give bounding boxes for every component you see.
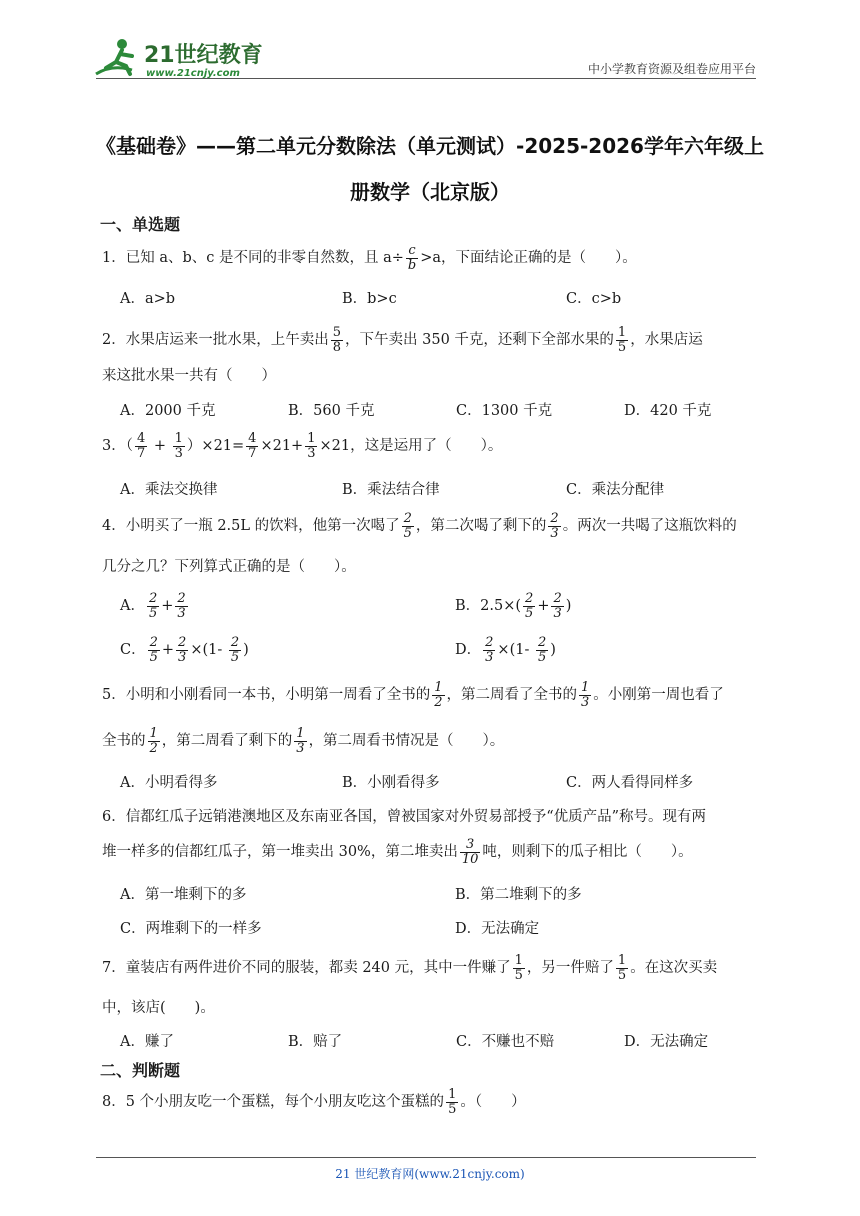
- q4-option-b[interactable]: [455, 592, 571, 620]
- text-segment: ×21，这是运用了（ ）。: [319, 438, 503, 455]
- section-true-false: 二、判断题: [100, 1061, 181, 1080]
- header-rule: [96, 78, 756, 79]
- q5-option-b[interactable]: B．小刚看得多: [342, 775, 440, 791]
- denominator: 3: [485, 649, 494, 665]
- fraction: [548, 512, 560, 540]
- q6-option-c[interactable]: C．两堆剩下的一样多: [120, 921, 262, 937]
- question-4: [102, 512, 737, 540]
- text-segment: ，另一件赔了: [526, 960, 614, 977]
- numerator: 2: [149, 635, 158, 650]
- numerator: 3: [460, 838, 481, 853]
- text-segment: 2．水果店运来一批水果，上午卖出: [102, 332, 329, 349]
- fraction: [406, 244, 418, 272]
- q3-option-b[interactable]: B．乘法结合律: [342, 482, 440, 498]
- fraction: [616, 326, 628, 354]
- q5-option-c[interactable]: C．两人看得同样多: [566, 775, 694, 791]
- denominator: 5: [514, 967, 523, 983]
- text-segment: 。两次一共喝了这瓶饮料的: [562, 518, 737, 535]
- fraction: [147, 592, 159, 620]
- q4-option-d[interactable]: [455, 636, 556, 664]
- numerator: 4: [248, 431, 257, 446]
- denominator: 3: [553, 605, 562, 621]
- denominator: 3: [178, 649, 187, 665]
- fraction: [229, 636, 241, 664]
- numerator: 1: [434, 680, 443, 695]
- q7-option-d[interactable]: D．无法确定: [624, 1034, 709, 1050]
- denominator: b: [407, 257, 417, 273]
- denominator: 5: [149, 649, 158, 665]
- denominator: 7: [136, 445, 146, 461]
- fraction: [294, 727, 306, 755]
- q2-option-b[interactable]: B．560 千克: [288, 403, 375, 419]
- numerator: 5: [332, 325, 342, 340]
- numerator: 1: [174, 431, 183, 446]
- text-segment: 。（ ）: [460, 1094, 526, 1111]
- denominator: 3: [174, 445, 183, 461]
- text-segment: 吨，则剩下的瓜子相比（ ）。: [482, 844, 693, 861]
- numerator: 2: [403, 511, 412, 526]
- fraction: [173, 432, 185, 460]
- numerator: 1: [296, 726, 305, 741]
- q6-option-a[interactable]: A．第一堆剩下的多: [120, 887, 247, 903]
- denominator: 5: [403, 525, 412, 541]
- question-2-line2: 来这批水果一共有（ ）: [102, 368, 276, 384]
- question-5-line2: [102, 727, 504, 755]
- text-segment: ): [550, 642, 556, 659]
- denominator: 3: [177, 605, 186, 621]
- q1-option-b[interactable]: B．b>c: [342, 291, 397, 307]
- numerator: 1: [448, 1087, 457, 1102]
- q3-option-a[interactable]: A．乘法交换律: [120, 482, 218, 498]
- logo-text: 21世纪教育: [144, 43, 262, 68]
- question-7: [102, 954, 717, 982]
- numerator: 2: [178, 635, 187, 650]
- q3-option-c[interactable]: C．乘法分配律: [566, 482, 665, 498]
- footer-text[interactable]: 21 世纪教育网(www.21cnjy.com): [335, 1167, 525, 1181]
- q1-option-a[interactable]: A．a>b: [120, 291, 176, 307]
- text-segment: ×(1-: [190, 642, 227, 659]
- text-segment: ，下午卖出 350 千克，还剩下全部水果的: [345, 332, 614, 349]
- question-2: [102, 326, 703, 354]
- numerator: 2: [177, 591, 186, 606]
- text-segment: 3．（: [102, 438, 133, 455]
- q2-option-c[interactable]: C．1300 千克: [456, 403, 553, 419]
- numerator: 2: [553, 591, 562, 606]
- denominator: 3: [307, 445, 316, 461]
- question-3: [102, 432, 502, 460]
- fraction: [616, 954, 628, 982]
- denominator: 5: [448, 1101, 457, 1117]
- text-segment: 。在这次买卖: [630, 960, 718, 977]
- numerator: 4: [136, 431, 146, 446]
- text-segment: ): [243, 642, 249, 659]
- q5-option-a[interactable]: A．小明看得多: [120, 775, 218, 791]
- text-segment: ): [565, 598, 572, 615]
- numerator: 2: [148, 591, 158, 606]
- text-segment: ，第二次喝了剩下的: [415, 518, 547, 535]
- text-segment: 4．小明买了一瓶 2.5L 的饮料，他第一次喝了: [102, 518, 400, 535]
- text-segment: C．: [120, 642, 146, 659]
- question-6-line2: [102, 838, 693, 866]
- denominator: 5: [537, 649, 547, 665]
- site-logo: [92, 34, 262, 82]
- text-segment: 全书的: [102, 733, 146, 750]
- fraction: [402, 512, 414, 540]
- fraction: [148, 727, 160, 755]
- text-segment: 8．5 个小朋友吃一个蛋糕，每个小朋友吃这个蛋糕的: [102, 1094, 445, 1111]
- numerator: 1: [307, 431, 316, 446]
- numerator: 2: [230, 635, 240, 650]
- text-segment: B．2.5×(: [455, 598, 522, 615]
- denominator: 3: [550, 525, 559, 541]
- numerator: 2: [525, 591, 534, 606]
- doc-title-line2: 册数学（北京版）: [350, 180, 510, 204]
- fraction: [536, 636, 548, 664]
- denominator: 7: [248, 445, 257, 461]
- denominator: 2: [149, 740, 158, 756]
- fraction: [176, 636, 188, 664]
- fraction: [305, 432, 317, 460]
- text-segment: >a，下面结论正确的是（ ）。: [420, 250, 637, 267]
- fraction: [432, 681, 444, 709]
- text-segment: ，第二周看了全书的: [446, 687, 578, 704]
- text-segment: D．: [455, 642, 482, 659]
- text-segment: +: [537, 598, 550, 615]
- q1-option-c[interactable]: C．c>b: [566, 291, 622, 307]
- text-segment: +: [153, 438, 167, 455]
- denominator: 2: [434, 694, 443, 710]
- q4-option-c[interactable]: [120, 636, 249, 664]
- q2-option-d[interactable]: D．420 千克: [624, 403, 712, 419]
- numerator: 1: [617, 953, 627, 968]
- fraction: [446, 1088, 458, 1116]
- text-segment: ，第二周看书情况是（ ）。: [308, 733, 505, 750]
- section-single-choice: 一、单选题: [100, 215, 181, 234]
- denominator: 5: [617, 967, 627, 983]
- denominator: 3: [581, 694, 590, 710]
- text-segment: ）×21=: [186, 438, 245, 455]
- denominator: 10: [461, 851, 479, 867]
- numerator: 2: [485, 635, 494, 650]
- numerator: c: [406, 244, 418, 259]
- fraction: [513, 954, 525, 982]
- question-6: 6．信都红瓜子远销港澳地区及东南亚各国，曾被国家对外贸易部授予“优质产品”称号。现有两: [102, 809, 707, 825]
- numerator: 1: [514, 953, 523, 968]
- text-segment: +: [161, 598, 174, 615]
- numerator: 1: [581, 680, 590, 695]
- footer-rule: [96, 1157, 756, 1158]
- text-segment: 。小刚第一周也看了: [593, 687, 724, 704]
- fraction: [175, 592, 187, 620]
- question-7-line2: 中，该店( )。: [102, 1000, 215, 1016]
- q7-option-b[interactable]: B．赔了: [288, 1034, 343, 1050]
- q6-option-b[interactable]: B．第二堆剩下的多: [455, 887, 582, 903]
- fraction: [483, 636, 495, 664]
- fraction: [523, 592, 535, 620]
- platform-name: 中小学教育资源及组卷应用平台: [587, 62, 756, 76]
- text-segment: ，第二周看了剩下的: [161, 733, 293, 750]
- fraction: [148, 636, 160, 664]
- fraction: [135, 432, 147, 460]
- q6-option-d[interactable]: D．无法确定: [455, 921, 540, 937]
- text-segment: 5．小明和小刚看同一本书，小明第一周看了全书的: [102, 687, 431, 704]
- question-5: [102, 681, 724, 709]
- text-segment: A．: [120, 598, 145, 615]
- numerator: 2: [550, 511, 559, 526]
- text-segment: ×21+: [260, 438, 304, 455]
- text-segment: +: [161, 642, 175, 659]
- denominator: 5: [230, 649, 240, 665]
- text-segment: 堆一样多的信都红瓜子，第一堆卖出 30%，第二堆卖出: [102, 844, 458, 861]
- question-8: [102, 1088, 526, 1116]
- denominator: 5: [525, 605, 534, 621]
- denominator: 8: [332, 339, 342, 355]
- q4-option-a[interactable]: [120, 592, 190, 620]
- logo-url: www.21cnjy.com: [146, 68, 240, 79]
- fraction: [460, 838, 481, 866]
- numerator: 1: [149, 726, 158, 741]
- q7-option-a[interactable]: A．赚了: [120, 1034, 174, 1050]
- fraction: [551, 592, 563, 620]
- denominator: 5: [148, 605, 158, 621]
- numerator: 2: [537, 635, 547, 650]
- question-4-line2: 几分之几？下列算式正确的是（ ）。: [102, 559, 356, 575]
- question-1: [102, 244, 637, 272]
- fraction: [579, 681, 591, 709]
- denominator: 5: [617, 339, 627, 355]
- denominator: 3: [296, 740, 305, 756]
- fraction: [331, 326, 343, 354]
- numerator: 1: [617, 325, 627, 340]
- text-segment: 1．已知 a、b、c 是不同的非零自然数，且 a÷: [102, 250, 404, 267]
- text-segment: ，水果店运: [630, 332, 703, 349]
- text-segment: ×(1-: [497, 642, 534, 659]
- text-segment: 7．童装店有两件进价不同的服装，都卖 240 元，其中一件赚了: [102, 960, 511, 977]
- q7-option-c[interactable]: C．不赚也不赔: [456, 1034, 555, 1050]
- doc-title-line1: 《基础卷》——第二单元分数除法（单元测试）-2025-2026学年六年级上: [96, 134, 764, 158]
- fraction: [246, 432, 258, 460]
- q2-option-a[interactable]: A．2000 千克: [120, 403, 216, 419]
